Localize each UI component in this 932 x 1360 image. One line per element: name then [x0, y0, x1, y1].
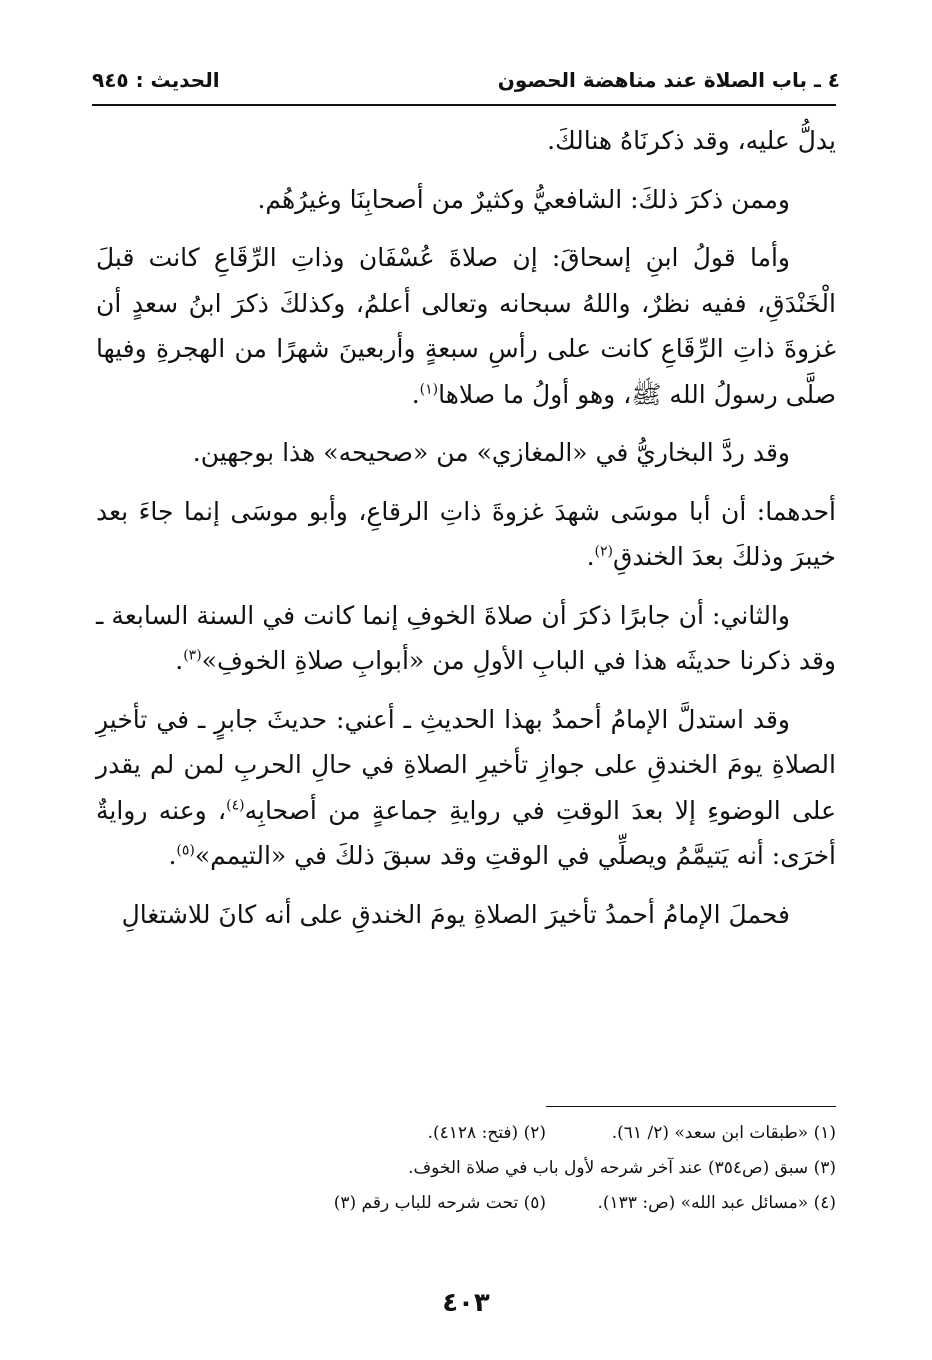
footnote-line [96, 1186, 836, 1221]
footnote-2: (٢) (فتح: ٤١٢٨). [427, 1123, 546, 1143]
footnote-ref-2: (٢) [594, 543, 614, 560]
paragraph-2: وممن ذكرَ ذلكَ: الشافعيُّ وكثيرٌ من أصحابِنَا وغيرُهُم. [257, 184, 790, 214]
footnote-line [96, 1116, 836, 1151]
header-divider [92, 104, 836, 106]
footnote-3: (٣) سبق (ص٣٥٤) عند آخر شرحه لأول باب في صلاة الخوف. [408, 1158, 836, 1178]
paragraph-6: والثاني: أن جابرًا ذكرَ أن صلاةَ الخوفِ إنما كانت في السنة السابعة ـ وقد ذكرنا حديثَه هذا في البابِ الأولِ من «أبوابِ صلاةِ الخوفِ»$^{(٣)}$. [96, 600, 836, 675]
paragraph-4: وقد ردَّ البخاريُّ في «المغازي» من «صحيحه» هذا بوجهين. [192, 438, 790, 467]
footnotes [96, 1116, 836, 1221]
footnote-line [96, 1151, 836, 1186]
footnote-ref-4: (٤) [226, 797, 245, 814]
paragraph-5: أحدهما: أن أبا موسَى شهدَ غزوةَ ذاتِ الرقاعِ، وأبو موسَى إنما جاءَ بعد خيبرَ وذلكَ بعدَ الخندقِ$^{(٢)}$. [96, 496, 836, 571]
footnote-ref-5: (٥) [176, 842, 195, 859]
main-text [96, 118, 836, 950]
paragraph-1: يدلُّ عليه، وقد ذكرنَاهُ هنالكَ. [547, 126, 836, 155]
footnote-4: (٤) «مسائل عبد الله» (ص: ١٣٣). [597, 1193, 836, 1213]
footnote-divider [546, 1106, 836, 1107]
hadith-number: الحديث : ٩٤٥ [92, 68, 220, 92]
footnote-ref-3: (٣) [183, 647, 202, 664]
paragraph-3: وأما قولُ ابنِ إسحاقَ: إن صلاةَ عُسْفَان وذاتِ الرِّقَاعِ كانت قبلَ الْخَنْدَقِ، ففيه نظرٌ، واللهُ سبحانه وتعالى أعلمُ، وكذلكَ ذكرَ ابنُ سعدٍ أن غزوةَ ذاتِ الرِّقَاعِ كانت على رأسِ سبعةٍ وأربعينَ شهرًا من الهجرةِ وفيها صلَّى رسولُ الله ﷺ، وهو أولُ ما صلاها$^{(١)}$. [96, 243, 836, 409]
footnote-ref-1: (١) [419, 381, 439, 398]
page-number: ٤٠٣ [442, 1288, 490, 1318]
footnote-1: (١) «طبقات ابن سعد» (٢/ ٦١). [611, 1123, 836, 1143]
paragraph-8: فحملَ الإمامُ أحمدُ تأخيرَ الصلاةِ يومَ الخندقِ على أنه كانَ للاشتغالِ [121, 899, 790, 929]
footnote-5: (٥) تحت شرحه للباب رقم (٣) [333, 1193, 546, 1213]
paragraph-7: وقد استدلَّ الإمامُ أحمدُ بهذا الحديثِ ـ أعني: حديثَ جابرٍ ـ في تأخيرِ الصلاةِ يومَ الخندقِ على جوازِ تأخيرِ الصلاةِ في حالِ الحربِ لمن لم يقدر على الوضوءِ إلا بعدَ الوقتِ في روايةِ جماعةٍ من أصحابِه$^{(٤)}$، وعنه روايةٌ أخرَى: أنه يَتيمَّمُ ويصلِّي في الوقتِ وقد سبقَ ذلكَ في «التيمم»$^{(٥)}$. [96, 704, 836, 870]
running-header [92, 58, 840, 102]
chapter-title: ٤ ـ باب الصلاة عند مناهضة الحصون [497, 68, 840, 92]
